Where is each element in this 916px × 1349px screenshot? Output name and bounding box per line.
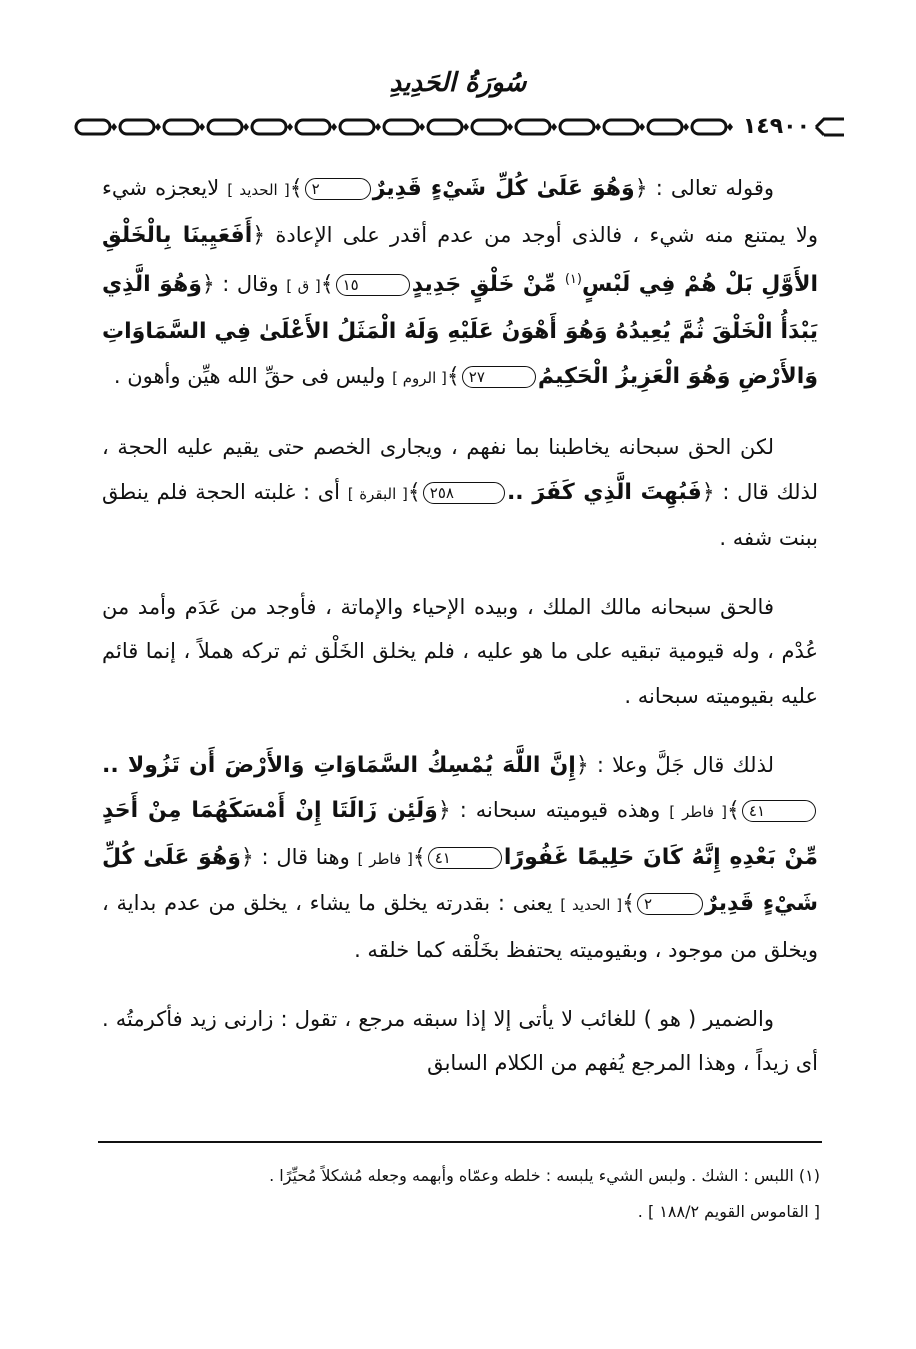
body-text-run: فالحق سبحانه مالك الملك ، وبيده الإحياء والإماتة ، فأوجد من عَدَم وأمد من عُدْم ، وله قيومية تبقيه على ما هو عليه ، فلم يخلق الخَلْق ثم تركه هملاً ، إنما قائم عليه بقيوميته سبحانه . xyxy=(102,594,818,708)
ornament-link xyxy=(516,120,550,134)
quran-verse: وَهُوَ عَلَىٰ كُلِّ شَيْءٍ قَدِيرٌ xyxy=(372,176,635,201)
ornament-link xyxy=(692,120,726,134)
paragraph xyxy=(102,166,818,401)
body-text-run: وهذه قيوميته سبحانه : xyxy=(450,798,670,823)
ornament-diamond xyxy=(727,123,733,131)
quran-bracket: ﴾ xyxy=(320,272,334,298)
header-ornament-chain xyxy=(74,116,734,138)
body-text-run: وهنا قال : xyxy=(253,844,358,869)
ornament-diamond xyxy=(155,123,161,131)
ayah-number-marker: ١٥ xyxy=(336,274,410,296)
body-text-run: وليس فى حقِّ الله هيِّن وأهون . xyxy=(113,364,393,389)
ornament-link xyxy=(164,120,198,134)
quran-verse: إِنَّ اللَّهَ يُمْسِكُ السَّمَاوَاتِ وَالأَرْضَ أَن تَزُولا .. xyxy=(102,752,576,778)
quran-verse: أَفَعَيِينَا بِالْخَلْقِ الأَوَّلِ بَلْ هُمْ فِي لَبْسٍ xyxy=(102,222,818,298)
ornament-link xyxy=(384,120,418,134)
ornament-link xyxy=(604,120,638,134)
paragraph xyxy=(102,425,818,561)
surah-reference: [ فاطر ] xyxy=(357,849,413,868)
quran-bracket: ﴾ xyxy=(622,891,635,917)
ornament-diamond xyxy=(551,123,557,131)
body-text-run: لذلك قال جَلَّ وعلا : xyxy=(588,752,774,777)
ornament-diamond xyxy=(199,123,205,131)
quran-bracket: ﴿ xyxy=(575,752,589,778)
ayah-number-marker: ٢ xyxy=(637,893,703,915)
surah-reference: [ الحديد ] xyxy=(227,181,290,199)
ayah-number-marker: ٢ xyxy=(305,178,371,200)
ornament-link xyxy=(296,120,330,134)
page-header xyxy=(74,112,844,142)
ornament-diamond xyxy=(463,123,469,131)
ornament-link xyxy=(428,120,462,134)
quran-bracket: ﴿ xyxy=(201,272,215,298)
ornament-link xyxy=(340,120,374,134)
surah-reference: [ الروم ] xyxy=(392,369,447,388)
quran-verse: وَلَئِن زَالَتَا إِنْ أَمْسَكَهُمَا مِنْ أَحَدٍ مِّنْ بَعْدِهِ إِنَّهُ كَانَ حَلِيمًا غَفُورًا xyxy=(102,798,818,870)
paragraph xyxy=(102,743,818,973)
surah-reference: [ الحديد ] xyxy=(560,896,623,915)
header-ornament-end xyxy=(814,116,844,138)
quran-verse: وَهُوَ الَّذِي يَبْدَأُ الْخَلْقَ ثُمَّ يُعِيدُهُ وَهُوَ أَهْوَنُ عَلَيْهِ وَلَهُ الْمَثَلُ الأَعْلَىٰ فِي السَّمَاوَاتِ وَالأَرْضِ وَهُوَ الْعَزِيزُ الْحَكِيمُ xyxy=(102,272,818,390)
footnote-marker: (١) xyxy=(564,272,582,288)
ornament-link xyxy=(252,120,286,134)
ornament-diamond xyxy=(111,123,117,131)
ornament-diamond xyxy=(683,123,689,131)
ornament-link xyxy=(648,120,682,134)
footnotes xyxy=(100,1158,820,1230)
ayah-number-marker: ٤١ xyxy=(428,847,502,869)
quran-bracket: ﴿ xyxy=(634,176,648,201)
ornament-diamond xyxy=(287,123,293,131)
surah-title: سُورَةُ الحَدِيدِ xyxy=(389,68,527,98)
body-text-run: والضمير ( هو ) للغائب لا يأتى إلا إذا سبقه مرجع ، تقول : زارنى زيد فأكرمتُه . أى زيداً ، وهذا المرجع يُفهم من الكلام السابق xyxy=(102,1006,818,1076)
quran-bracket: ﴾ xyxy=(727,798,740,824)
footnote-separator xyxy=(98,1141,822,1143)
ornament-link xyxy=(76,120,110,134)
quran-bracket: ﴿ xyxy=(701,479,715,505)
quran-verse: فَبُهِتَ الَّذِي كَفَرَ .. xyxy=(506,479,702,505)
paragraph xyxy=(102,997,818,1086)
body-text-run: وقوله تعالى : xyxy=(647,176,774,200)
ornament-link xyxy=(472,120,506,134)
ornament-diamond xyxy=(375,123,381,131)
body-text-run: يعنى : بقدرته يخلق ما يشاء ، يخلق من عدم بداية ، ويخلق من موجود ، وبقيوميته يحتفظ بخَلْقه كما خلقه . xyxy=(102,891,818,962)
quran-bracket: ﴾ xyxy=(412,844,426,870)
quran-bracket: ﴿ xyxy=(437,798,451,824)
ornament-diamond xyxy=(419,123,425,131)
quran-bracket: ﴾ xyxy=(446,364,460,390)
surah-reference: [ فاطر ] xyxy=(669,803,727,822)
body-text-run: لايعجزه شيء ولا يمتنع منه شيء ، فالذى أوجد من عدم أقدر على الإعادة xyxy=(102,176,818,247)
quran-bracket: ﴾ xyxy=(289,176,303,201)
quran-bracket: ﴿ xyxy=(252,222,266,248)
body-text-run: أى : غلبته الحجة فلم ينطق ببنت شفه . xyxy=(102,479,818,551)
quran-bracket: ﴿ xyxy=(240,844,254,870)
ornament-diamond xyxy=(595,123,601,131)
footnote-1-source: [ القاموس القويم ١٨٨/٢ ] . xyxy=(637,1202,820,1221)
footnote-1: (١) اللبس : الشك . ولبس الشيء يلبسه : خلطه وعمّاه وأبهمه وجعله مُشكلاً مُحيِّرًا . xyxy=(269,1166,820,1185)
body-text-run: لكن الحق سبحانه يخاطبنا بما نفهم ، ويجارى الخصم حتى يقيم عليه الحجة ، لذلك قال : xyxy=(102,434,818,504)
ayah-number-marker: ٢٥٨ xyxy=(423,482,505,504)
ornament-diamond xyxy=(639,123,645,131)
surah-reference: [ ق ] xyxy=(286,277,321,296)
body-text-run: وقال : xyxy=(214,272,287,297)
quran-verse: مِّنْ خَلْقٍ جَدِيدٍ xyxy=(411,272,565,298)
body-text xyxy=(102,166,818,1110)
quran-bracket: ﴾ xyxy=(407,479,421,505)
ornament-link xyxy=(120,120,154,134)
ornament-diamond xyxy=(331,123,337,131)
ornament-diamond xyxy=(507,123,513,131)
paragraph xyxy=(102,585,818,719)
ornament-link xyxy=(208,120,242,134)
ornament-diamond xyxy=(243,123,249,131)
page-number: ١٤٩٠٠ xyxy=(742,114,810,139)
surah-reference: [ البقرة ] xyxy=(347,484,408,503)
ornament-link xyxy=(560,120,594,134)
ayah-number-marker: ٤١ xyxy=(742,800,816,822)
ayah-number-marker: ٢٧ xyxy=(462,366,536,388)
quran-verse: وَهُوَ عَلَىٰ كُلِّ شَيْءٍ قَدِيرٌ xyxy=(102,844,818,917)
